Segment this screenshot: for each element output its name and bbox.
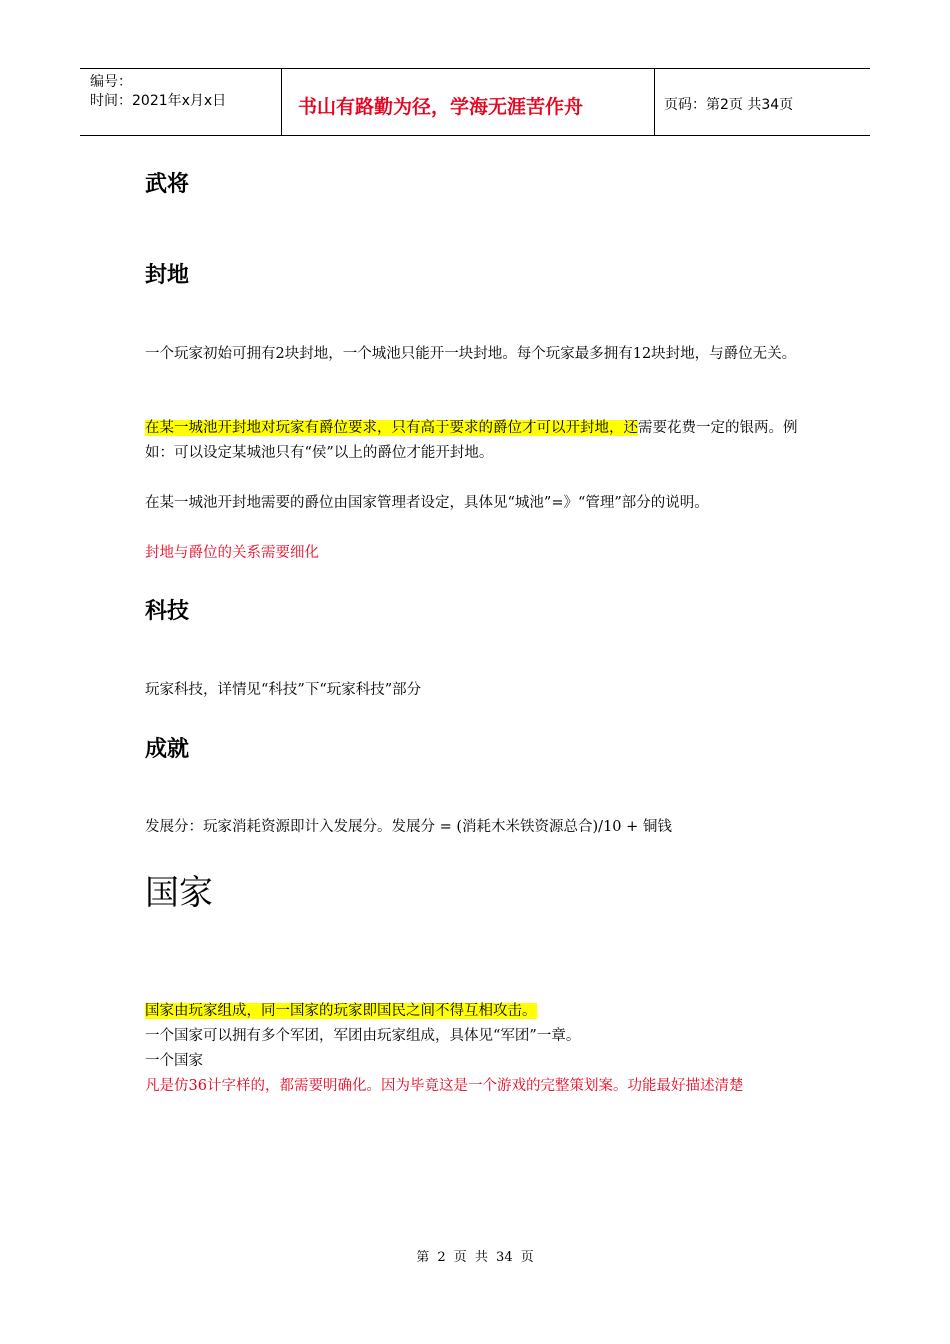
header-divider-left — [281, 68, 282, 136]
header-divider-right — [654, 68, 655, 136]
chapter-title-guojia: 国家 — [145, 873, 213, 913]
guojia-paragraph-2: 一个国家可以拥有多个军团，军团由玩家组成，具体见“军团”一章。 — [145, 1028, 581, 1044]
fengdi-paragraph-2-rest: 需要花费一定的银两。例如：可以设定某城池只有“侯”以上的爵位才能开封地。 — [145, 420, 798, 461]
section-title-chengjiu: 成就 — [145, 737, 190, 762]
guojia-paragraph-3: 一个国家 — [145, 1053, 203, 1069]
header-motto: 书山有路勤为径，学海无涯苦作舟 — [298, 96, 584, 118]
header-top-border — [80, 68, 870, 69]
header-page-label: 页码：第2页 共34页 — [664, 97, 794, 113]
guojia-highlight-text: 国家由玩家组成，同一国家的玩家即国民之间不得互相攻击。 — [145, 1003, 537, 1019]
header-bottom-border — [80, 135, 870, 136]
section-title-wujiang: 武将 — [145, 172, 190, 197]
fengdi-paragraph-3: 在某一城池开封地需要的爵位由国家管理者设定，具体见“城池”=》“管理”部分的说明。 — [145, 495, 709, 511]
fengdi-review-note: 封地与爵位的关系需要细化 — [145, 545, 319, 561]
fengdi-highlight-text: 在某一城池开封地对玩家有爵位要求，只有高于要求的爵位才可以开封地，还 — [145, 420, 638, 436]
page-footer: 第 2 页 共 34 页 — [416, 1250, 534, 1265]
guojia-paragraph-1 — [145, 999, 815, 1024]
document-number-label: 编号： — [90, 74, 132, 90]
section-title-keji: 科技 — [145, 599, 190, 624]
keji-paragraph-1: 玩家科技，详情见“科技”下“玩家科技”部分 — [145, 682, 422, 698]
guojia-review-note: 凡是仿36计字样的，都需要明确化。因为毕竟这是一个游戏的完整策划案。功能最好描述清楚 — [145, 1078, 744, 1094]
fengdi-paragraph-2 — [145, 416, 815, 466]
chengjiu-paragraph-1: 发展分：玩家消耗资源即计入发展分。发展分 = (消耗木米铁资源总合)/10 + 铜钱 — [145, 819, 672, 835]
document-time-label: 时间：2021年x月x日 — [90, 93, 227, 109]
fengdi-paragraph-1: 一个玩家初始可拥有2块封地，一个城池只能开一块封地。每个玩家最多拥有12块封地，与爵位无关。 — [145, 346, 797, 362]
section-title-fengdi: 封地 — [145, 263, 190, 288]
